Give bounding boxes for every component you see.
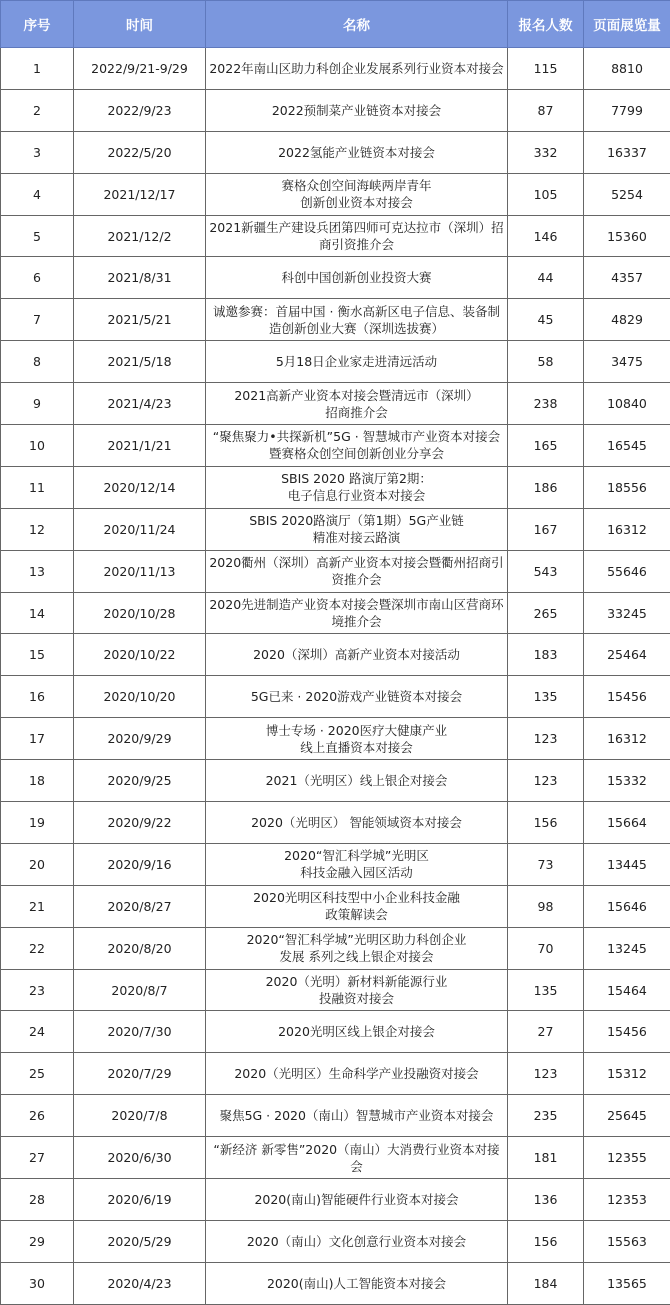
cell-name: 5G已来 · 2020游戏产业链资本对接会	[206, 676, 508, 718]
table-row	[1, 969, 670, 1011]
cell-no: 26	[1, 1095, 74, 1137]
table-row	[1, 1262, 670, 1304]
cell-name: 2022预制菜产业链资本对接会	[206, 89, 508, 131]
table-row	[1, 1011, 670, 1053]
cell-date: 2020/11/24	[74, 508, 206, 550]
cell-date: 2020/9/22	[74, 802, 206, 844]
table-row	[1, 48, 670, 90]
cell-date: 2020/4/23	[74, 1262, 206, 1304]
header-date: 时间	[74, 1, 206, 48]
cell-views: 10840	[584, 383, 670, 425]
cell-views: 33245	[584, 592, 670, 634]
cell-date: 2022/9/21-9/29	[74, 48, 206, 90]
cell-name: 2020（南山）文化创意行业资本对接会	[206, 1220, 508, 1262]
cell-date: 2020/6/19	[74, 1179, 206, 1221]
table-row	[1, 89, 670, 131]
cell-signups: 181	[508, 1137, 584, 1179]
cell-views: 15312	[584, 1053, 670, 1095]
cell-name: 诚邀参赛：首届中国 · 衡水高新区电子信息、装备制造创新创业大赛（深圳选拔赛）	[206, 299, 508, 341]
cell-views: 13245	[584, 927, 670, 969]
header-name: 名称	[206, 1, 508, 48]
cell-no: 8	[1, 341, 74, 383]
cell-no: 20	[1, 843, 74, 885]
cell-date: 2022/5/20	[74, 131, 206, 173]
header-signups: 报名人数	[508, 1, 584, 48]
cell-name: 2020（光明区） 智能领域资本对接会	[206, 802, 508, 844]
table-row	[1, 843, 670, 885]
cell-name: 2021（光明区）线上银企对接会	[206, 760, 508, 802]
cell-views: 12355	[584, 1137, 670, 1179]
table-row	[1, 508, 670, 550]
cell-signups: 123	[508, 760, 584, 802]
cell-views: 7799	[584, 89, 670, 131]
table-row	[1, 215, 670, 257]
cell-no: 25	[1, 1053, 74, 1095]
cell-no: 1	[1, 48, 74, 90]
cell-signups: 105	[508, 173, 584, 215]
cell-name: 2020衢州（深圳）高新产业资本对接会暨衢州招商引资推介会	[206, 550, 508, 592]
cell-date: 2020/7/29	[74, 1053, 206, 1095]
cell-views: 16312	[584, 718, 670, 760]
cell-signups: 87	[508, 89, 584, 131]
table-row	[1, 676, 670, 718]
cell-name: 2022年南山区助力科创企业发展系列行业资本对接会	[206, 48, 508, 90]
cell-signups: 135	[508, 676, 584, 718]
cell-no: 24	[1, 1011, 74, 1053]
cell-signups: 115	[508, 48, 584, 90]
table-row	[1, 927, 670, 969]
table-row	[1, 592, 670, 634]
cell-name: 5月18日企业家走进清远活动	[206, 341, 508, 383]
table-row	[1, 1179, 670, 1221]
cell-no: 21	[1, 885, 74, 927]
cell-date: 2020/10/20	[74, 676, 206, 718]
cell-no: 7	[1, 299, 74, 341]
cell-no: 11	[1, 466, 74, 508]
table-row	[1, 885, 670, 927]
cell-signups: 156	[508, 802, 584, 844]
cell-name: 2020(南山)人工智能资本对接会	[206, 1262, 508, 1304]
cell-no: 10	[1, 425, 74, 467]
cell-name: “聚焦聚力•共探新机”5G · 智慧城市产业资本对接会暨赛格众创空间创新创业分享会	[206, 425, 508, 467]
cell-signups: 70	[508, 927, 584, 969]
cell-date: 2021/12/17	[74, 173, 206, 215]
cell-no: 29	[1, 1220, 74, 1262]
table-row	[1, 131, 670, 173]
cell-signups: 73	[508, 843, 584, 885]
cell-signups: 167	[508, 508, 584, 550]
cell-no: 23	[1, 969, 74, 1011]
cell-date: 2020/10/22	[74, 634, 206, 676]
cell-name: 2020(南山)智能硬件行业资本对接会	[206, 1179, 508, 1221]
cell-name: 2022氢能产业链资本对接会	[206, 131, 508, 173]
table-row	[1, 634, 670, 676]
cell-signups: 123	[508, 1053, 584, 1095]
cell-signups: 44	[508, 257, 584, 299]
cell-no: 3	[1, 131, 74, 173]
cell-date: 2020/9/25	[74, 760, 206, 802]
cell-no: 9	[1, 383, 74, 425]
table-row	[1, 173, 670, 215]
cell-signups: 183	[508, 634, 584, 676]
cell-no: 18	[1, 760, 74, 802]
cell-date: 2021/5/18	[74, 341, 206, 383]
cell-signups: 332	[508, 131, 584, 173]
table-body	[1, 48, 670, 1305]
cell-views: 16337	[584, 131, 670, 173]
cell-signups: 98	[508, 885, 584, 927]
cell-name: 2021高新产业资本对接会暨清远市（深圳） 招商推介会	[206, 383, 508, 425]
cell-signups: 156	[508, 1220, 584, 1262]
cell-views: 16312	[584, 508, 670, 550]
cell-name: 2020（光明区）生命科学产业投融资对接会	[206, 1053, 508, 1095]
cell-signups: 45	[508, 299, 584, 341]
header-views: 页面展览量	[584, 1, 670, 48]
cell-date: 2020/11/13	[74, 550, 206, 592]
cell-name: 2020（深圳）高新产业资本对接活动	[206, 634, 508, 676]
cell-signups: 184	[508, 1262, 584, 1304]
cell-no: 2	[1, 89, 74, 131]
cell-name: 2020“智汇科学城”光明区助力科创企业 发展 系列之线上银企对接会	[206, 927, 508, 969]
table-row	[1, 383, 670, 425]
table-row	[1, 760, 670, 802]
cell-views: 15646	[584, 885, 670, 927]
cell-no: 28	[1, 1179, 74, 1221]
table-row	[1, 299, 670, 341]
cell-views: 18556	[584, 466, 670, 508]
cell-name: 科创中国创新创业投资大赛	[206, 257, 508, 299]
cell-views: 4829	[584, 299, 670, 341]
cell-views: 16545	[584, 425, 670, 467]
cell-views: 5254	[584, 173, 670, 215]
table-row	[1, 425, 670, 467]
cell-no: 16	[1, 676, 74, 718]
cell-no: 17	[1, 718, 74, 760]
cell-views: 15360	[584, 215, 670, 257]
cell-no: 15	[1, 634, 74, 676]
cell-views: 3475	[584, 341, 670, 383]
cell-date: 2020/10/28	[74, 592, 206, 634]
cell-views: 15456	[584, 1011, 670, 1053]
table-row	[1, 802, 670, 844]
cell-name: 聚焦5G · 2020（南山）智慧城市产业资本对接会	[206, 1095, 508, 1137]
cell-signups: 58	[508, 341, 584, 383]
cell-date: 2020/9/16	[74, 843, 206, 885]
cell-date: 2020/8/7	[74, 969, 206, 1011]
table-row	[1, 1095, 670, 1137]
cell-views: 25464	[584, 634, 670, 676]
cell-name: 2020先进制造产业资本对接会暨深圳市南山区营商环境推介会	[206, 592, 508, 634]
cell-no: 5	[1, 215, 74, 257]
cell-views: 15456	[584, 676, 670, 718]
cell-signups: 136	[508, 1179, 584, 1221]
cell-no: 4	[1, 173, 74, 215]
cell-views: 15563	[584, 1220, 670, 1262]
header-row	[1, 1, 670, 48]
cell-date: 2020/7/8	[74, 1095, 206, 1137]
header-no: 序号	[1, 1, 74, 48]
cell-signups: 543	[508, 550, 584, 592]
cell-no: 13	[1, 550, 74, 592]
cell-signups: 165	[508, 425, 584, 467]
table-row	[1, 257, 670, 299]
table-row	[1, 1220, 670, 1262]
cell-signups: 135	[508, 969, 584, 1011]
cell-signups: 186	[508, 466, 584, 508]
cell-name: 2020光明区线上银企对接会	[206, 1011, 508, 1053]
cell-no: 19	[1, 802, 74, 844]
cell-views: 8810	[584, 48, 670, 90]
cell-date: 2020/7/30	[74, 1011, 206, 1053]
cell-name: 2020光明区科技型中小企业科技金融 政策解读会	[206, 885, 508, 927]
cell-signups: 238	[508, 383, 584, 425]
cell-date: 2021/4/23	[74, 383, 206, 425]
cell-views: 15464	[584, 969, 670, 1011]
cell-name: 2020（光明）新材料新能源行业 投融资对接会	[206, 969, 508, 1011]
table-row	[1, 718, 670, 760]
cell-date: 2020/8/20	[74, 927, 206, 969]
cell-signups: 235	[508, 1095, 584, 1137]
cell-no: 12	[1, 508, 74, 550]
table-row	[1, 341, 670, 383]
cell-signups: 265	[508, 592, 584, 634]
cell-views: 13445	[584, 843, 670, 885]
cell-name: SBIS 2020 路演厅第2期： 电子信息行业资本对接会	[206, 466, 508, 508]
cell-date: 2022/9/23	[74, 89, 206, 131]
cell-date: 2021/8/31	[74, 257, 206, 299]
cell-no: 30	[1, 1262, 74, 1304]
table-row	[1, 1053, 670, 1095]
cell-views: 15664	[584, 802, 670, 844]
table-row	[1, 1137, 670, 1179]
cell-views: 4357	[584, 257, 670, 299]
cell-views: 55646	[584, 550, 670, 592]
cell-views: 13565	[584, 1262, 670, 1304]
cell-date: 2020/9/29	[74, 718, 206, 760]
cell-date: 2020/8/27	[74, 885, 206, 927]
cell-signups: 27	[508, 1011, 584, 1053]
cell-views: 12353	[584, 1179, 670, 1221]
cell-no: 27	[1, 1137, 74, 1179]
cell-name: 2021新疆生产建设兵团第四师可克达拉市（深圳）招商引资推介会	[206, 215, 508, 257]
cell-no: 22	[1, 927, 74, 969]
cell-views: 15332	[584, 760, 670, 802]
cell-name: 赛格众创空间海峡两岸青年 创新创业资本对接会	[206, 173, 508, 215]
cell-date: 2021/12/2	[74, 215, 206, 257]
cell-views: 25645	[584, 1095, 670, 1137]
table-header	[1, 1, 670, 48]
cell-name: SBIS 2020路演厅（第1期）5G产业链 精准对接云路演	[206, 508, 508, 550]
cell-date: 2020/6/30	[74, 1137, 206, 1179]
table-row	[1, 466, 670, 508]
cell-date: 2021/1/21	[74, 425, 206, 467]
cell-no: 14	[1, 592, 74, 634]
cell-signups: 123	[508, 718, 584, 760]
cell-name: 2020“智汇科学城”光明区 科技金融入园区活动	[206, 843, 508, 885]
cell-name: 博士专场 · 2020医疗大健康产业 线上直播资本对接会	[206, 718, 508, 760]
cell-date: 2020/5/29	[74, 1220, 206, 1262]
cell-date: 2020/12/14	[74, 466, 206, 508]
cell-no: 6	[1, 257, 74, 299]
cell-signups: 146	[508, 215, 584, 257]
cell-name: “新经济 新零售”2020（南山）大消费行业资本对接会	[206, 1137, 508, 1179]
table-row	[1, 550, 670, 592]
cell-date: 2021/5/21	[74, 299, 206, 341]
